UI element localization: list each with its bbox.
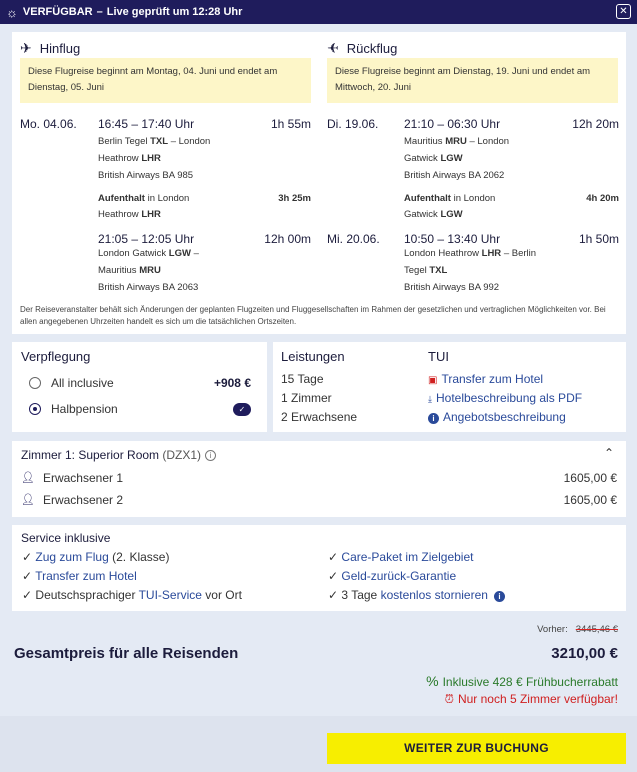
scarcity-text: Nur noch 5 Zimmer verfügbar! — [457, 692, 618, 706]
meal-option-label: All inclusive — [51, 376, 114, 390]
service-item: 15 Tage — [281, 372, 324, 386]
outbound-date: Mo. 04.06. — [20, 117, 77, 131]
origin-code: MRU — [445, 136, 467, 147]
dest-airport: Gatwick — [404, 153, 438, 164]
live-check-time: Live geprüft um 12:28 Uhr — [106, 6, 243, 18]
train-link[interactable]: Zug zum Flug — [35, 550, 109, 564]
included-services-card — [12, 525, 626, 611]
dest-city: – London — [469, 136, 510, 147]
origin: Mauritius — [404, 136, 443, 147]
availability-bar — [0, 0, 637, 24]
stopover-city: in London — [453, 193, 496, 204]
tui-service-link[interactable]: TUI-Service — [138, 588, 202, 602]
outbound-leg-1-route — [98, 133, 298, 184]
stopover-code: LHR — [141, 209, 161, 220]
included-item — [328, 588, 505, 602]
previous-price-amount: 3445,46 € — [575, 624, 618, 635]
transfer-link-text[interactable]: Transfer zum Hotel — [441, 372, 544, 386]
outbound-leg-2-times: 21:05 – 12:05 Uhr — [98, 232, 195, 246]
dest-city: – London — [170, 136, 211, 147]
dest-code: MRU — [139, 265, 161, 276]
carrier: British Airways BA 985 — [98, 170, 194, 181]
stopover-label: Aufenthalt — [404, 193, 451, 204]
dest-airport: Tegel — [404, 265, 427, 276]
check-icon: ✓ — [328, 569, 339, 583]
previous-price — [537, 624, 618, 635]
dash: – — [193, 248, 199, 259]
return-leg-1-route — [404, 133, 604, 184]
check-icon: ✓ — [328, 550, 339, 564]
meal-option-label: Halbpension — [51, 402, 118, 416]
outbound-notice: Diese Flugreise beginnt am Montag, 04. Juni und endet am Dienstag, 05. Juni — [20, 58, 311, 103]
scarcity-notice — [445, 692, 618, 707]
meal-card — [12, 342, 267, 432]
room-title — [21, 448, 216, 462]
alarm-clock-icon: ⏰︎ — [444, 692, 454, 706]
stopover-duration: 4h 20m — [586, 193, 619, 204]
flight-disclaimer: Der Reiseveranstalter behält sich Änderungen der geplanten Flugzeiten und Fluggesellschaften im Rahmen der gesetzlichen und vertraglichen Möglichkeiten vor. Bei allen angegebenen Uhrzeiten handelt es sich um die tatsächlichen Ortszeiten. — [20, 305, 606, 326]
carrier: British Airways BA 2063 — [98, 282, 199, 293]
check-icon: ✓ — [22, 569, 33, 583]
chevron-up-icon[interactable]: ⌃ — [603, 446, 614, 460]
included-pre: 3 Tage — [341, 588, 378, 602]
dest-city: – Berlin — [503, 248, 537, 259]
separator: – — [96, 6, 103, 18]
origin-code: LGW — [168, 248, 191, 259]
included-rest: vor Ort — [205, 588, 242, 602]
traveler-label: Erwachsener 2 — [42, 493, 124, 507]
service-item: 1 Zimmer — [281, 391, 332, 405]
return-leg-2-route — [404, 245, 604, 296]
free-cancel-link[interactable]: kostenlos stornieren — [380, 588, 488, 602]
meal-option-price: +908 € — [213, 376, 251, 390]
origin: London Gatwick — [98, 248, 167, 259]
person-icon: 👤︎ — [21, 472, 35, 484]
stopover-code: LGW — [440, 209, 463, 220]
stopover-airport: Heathrow — [98, 209, 139, 220]
plane-return-icon: ✈ — [327, 40, 339, 56]
check-icon: ✓ — [328, 588, 339, 602]
included-item — [328, 550, 473, 564]
return-date-2: Mi. 20.06. — [327, 232, 380, 246]
traveler-label: Erwachsener 1 — [42, 471, 124, 485]
stopover-duration: 3h 25m — [278, 193, 311, 204]
discount-text: Inklusive 428 € Frühbucherrabatt — [442, 675, 618, 689]
offer-description-link-text[interactable]: Angebotsbeschreibung — [443, 410, 566, 424]
meal-option-all-inclusive[interactable] — [29, 373, 251, 393]
origin: Berlin Tegel — [98, 136, 148, 147]
stopover-city: in London — [147, 193, 190, 204]
transfer-link[interactable]: Transfer zum Hotel — [35, 569, 137, 583]
return-leg-1-times: 21:10 – 06:30 Uhr — [404, 117, 501, 131]
included-item — [22, 550, 169, 564]
origin: London Heathrow — [404, 248, 479, 259]
room-card — [12, 441, 626, 517]
offer-description-link[interactable] — [428, 410, 566, 424]
return-notice: Diese Flugreise beginnt am Dienstag, 19. Juni und endet am Mittwoch, 20. Juni — [327, 58, 618, 103]
included-item — [22, 588, 242, 602]
total-price-amount: 3210,00 € — [551, 645, 618, 662]
included-pre: Deutschsprachiger — [35, 588, 136, 602]
room-title-text: Zimmer 1: Superior Room — [21, 448, 160, 462]
check-icon: ✓ — [22, 550, 33, 564]
plane-departure-icon: ✈ — [20, 40, 32, 56]
outbound-leg-1-duration: 1h 55m — [270, 117, 311, 131]
included-rest: (2. Klasse) — [112, 550, 170, 564]
info-icon: i — [428, 413, 439, 424]
dest-code: LGW — [440, 153, 463, 164]
traveler-row — [21, 493, 617, 507]
dest-code: LHR — [141, 153, 161, 164]
download-icon: ⤓ — [428, 394, 432, 404]
radio-selected-icon[interactable] — [29, 403, 41, 415]
dest-airport: Mauritius — [98, 265, 137, 276]
room-code: (DZX1) — [162, 448, 202, 462]
return-leg-2-duration: 1h 50m — [578, 232, 619, 246]
hotel-pdf-link-text[interactable]: Hotelbeschreibung als PDF — [435, 391, 583, 405]
return-stopover — [404, 191, 619, 223]
origin-code: LHR — [481, 248, 502, 259]
service-item: 2 Erwachsene — [281, 410, 358, 424]
flight-details-card — [12, 32, 626, 334]
checkmark-icon: ✓ — [233, 403, 251, 416]
outbound-leg-2-duration: 12h 00m — [264, 232, 311, 246]
outbound-leg-1-times: 16:45 – 17:40 Uhr — [98, 117, 195, 131]
traveler-amount: 1605,00 € — [563, 471, 617, 485]
services-title: Leistungen — [281, 349, 345, 364]
info-icon[interactable]: i — [494, 591, 505, 602]
return-title-text: Rückflug — [346, 41, 398, 56]
care-package-link[interactable]: Care-Paket im Zielgebiet — [341, 550, 474, 564]
stopover-label: Aufenthalt — [98, 193, 145, 204]
close-icon[interactable]: ✕ — [616, 4, 631, 19]
money-back-link[interactable]: Geld-zurück-Garantie — [341, 569, 457, 583]
return-leg-2-times: 10:50 – 13:40 Uhr — [404, 232, 501, 246]
traveler-amount: 1605,00 € — [563, 493, 617, 507]
origin-code: TXL — [150, 136, 169, 147]
dest-airport: Heathrow — [98, 153, 139, 164]
services-card — [273, 342, 626, 432]
info-icon[interactable]: i — [205, 450, 216, 461]
early-booking-discount — [426, 673, 618, 689]
included-item — [328, 569, 456, 583]
transfer-link[interactable] — [428, 372, 543, 386]
meal-title: Verpflegung — [21, 349, 91, 364]
outbound-stopover — [98, 191, 311, 223]
outbound-title — [20, 40, 80, 57]
dest-code: TXL — [429, 265, 448, 276]
percent-icon: % — [426, 673, 439, 689]
operator-name: TUI — [428, 349, 449, 364]
carrier: British Airways BA 992 — [404, 282, 500, 293]
previous-price-label: Vorher: — [537, 624, 568, 635]
continue-booking-button[interactable]: WEITER ZUR BUCHUNG — [327, 733, 626, 764]
bus-icon: ▣ — [428, 375, 438, 386]
check-icon: ✓ — [22, 588, 33, 602]
total-price-label: Gesamtpreis für alle Reisenden — [14, 645, 239, 662]
availability-status: VERFÜGBAR — [22, 6, 93, 18]
radio-unselected-icon[interactable] — [29, 377, 41, 389]
return-leg-1-duration: 12h 20m — [572, 117, 619, 131]
outbound-title-text: Hinflug — [39, 41, 81, 56]
return-date: Di. 19.06. — [327, 117, 379, 131]
traveler-row — [21, 471, 617, 485]
stopover-airport: Gatwick — [404, 209, 438, 220]
hotel-pdf-link[interactable] — [428, 391, 582, 405]
included-title: Service inklusive — [21, 531, 111, 545]
included-item — [22, 569, 137, 583]
meal-option-halbpension[interactable] — [29, 399, 251, 419]
carrier: British Airways BA 2062 — [404, 170, 505, 181]
sun-icon: ☼ — [6, 4, 18, 20]
person-icon: 👤︎ — [21, 494, 35, 506]
return-title — [327, 40, 397, 57]
outbound-leg-2-route — [98, 245, 298, 296]
